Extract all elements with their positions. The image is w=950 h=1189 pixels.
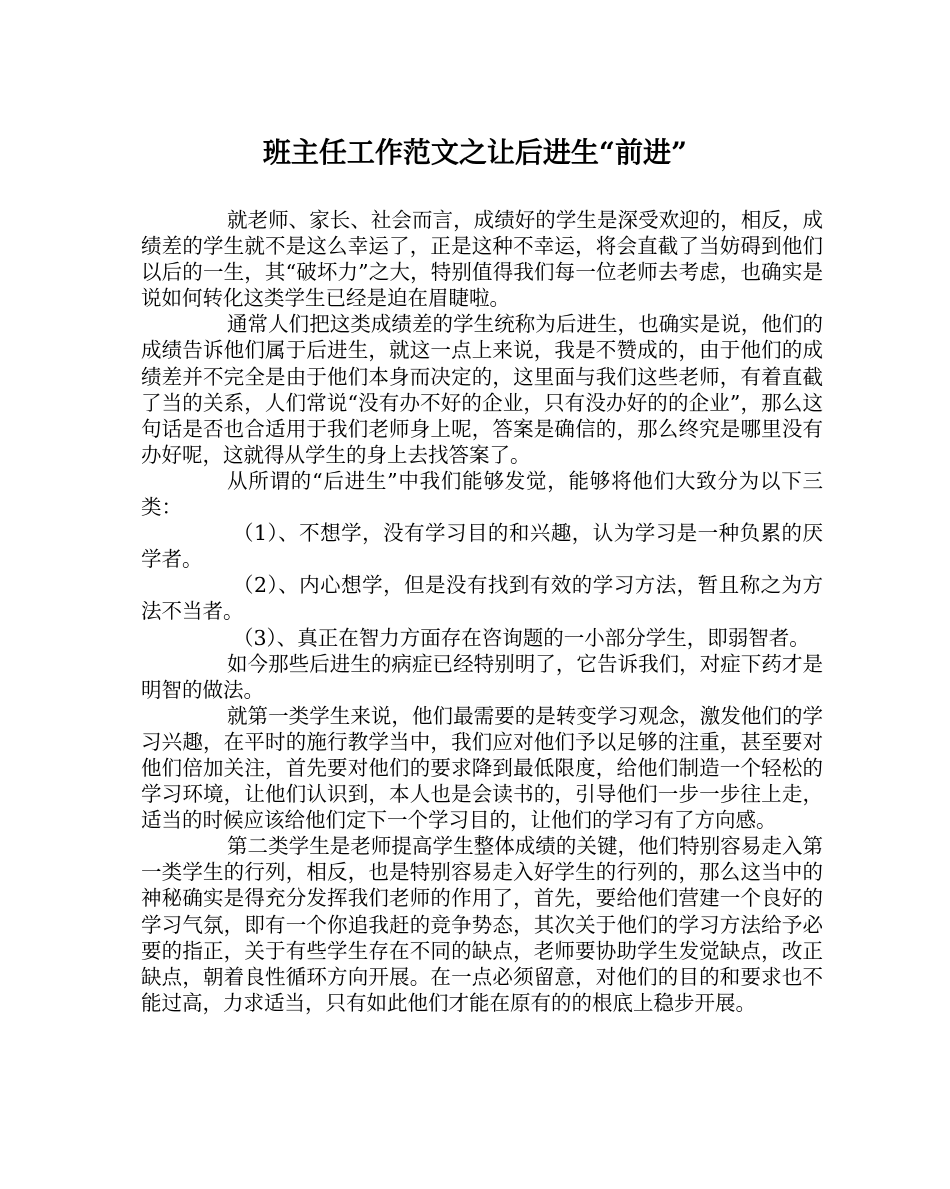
- paragraph: 如今那些后进生的病症已经特别明了，它告诉我们，对症下药才是明智的做法。: [141, 651, 823, 702]
- list-item: （1）、不想学，没有学习目的和兴趣，认为学习是一种负累的厌学者。: [141, 521, 823, 572]
- document-title: 班主任工作范文之让后进生“前进”: [262, 136, 688, 169]
- document-body: [141, 207, 823, 1016]
- paragraph: 就第一类学生来说，他们最需要的是转变学习观念，激发他们的学习兴趣，在平时的施行教学当中，我们应对他们予以足够的注重，甚至要对他们倍加关注，首先要对他们的要求降到最低限度，给他们制造一个轻松的学习环境，让他们认识到，本人也是会读书的，引导他们一步一步往上走，适当的时候应该给他们定下一个学习目的，让他们的学习有了方向感。: [141, 703, 823, 833]
- paragraph: 就老师、家长、社会而言，成绩好的学生是深受欢迎的，相反，成绩差的学生就不是这么幸运了，正是这种不幸运，将会直截了当妨碍到他们以后的一生，其“破坏力”之大，特别值得我们每一位老师去考虑，也确实是说如何转化这类学生已经是迫在眉睫啦。: [141, 208, 823, 311]
- list-item: （3）、真正在智力方面存在咨询题的一小部分学生，即弱智者。: [233, 625, 810, 650]
- list-item: （2）、内心想学，但是没有找到有效的学习方法，暂且称之为方法不当者。: [141, 573, 823, 624]
- paragraph: 通常人们把这类成绩差的学生统称为后进生，也确实是说，他们的成绩告诉他们属于后进生，就这一点上来说，我是不赞成的，由于他们的成绩差并不完全是由于他们本身而决定的，这里面与我们这些老师，有着直截了当的关系，人们常说“没有办不好的企业，只有没办好的的企业”，那么这句话是否也合适用于我们老师身上呢，答案是确信的，那么终究是哪里没有办好呢，这就得从学生的身上去找答案了。: [141, 312, 823, 467]
- paragraph: 从所谓的“后进生”中我们能够发觉，能够将他们大致分为以下三类：: [141, 468, 823, 520]
- paragraph: 第二类学生是老师提高学生整体成绩的关键，他们特别容易走入第一类学生的行列，相反，也是特别容易走入好学生的行列的，那么这当中的神秘确实是得充分发挥我们老师的作用了，首先，要给他们营建一个良好的学习气氛，即有一个你追我赶的竞争势态，其次关于他们的学习方法给予必要的指正，关于有些学生存在不同的缺点，老师要协助学生发觉缺点，改正缺点，朝着良性循环方向开展。在一点必须留意，对他们的目的和要求也不能过高，力求适当，只有如此他们才能在原有的的根底上稳步开展。: [141, 834, 823, 1015]
